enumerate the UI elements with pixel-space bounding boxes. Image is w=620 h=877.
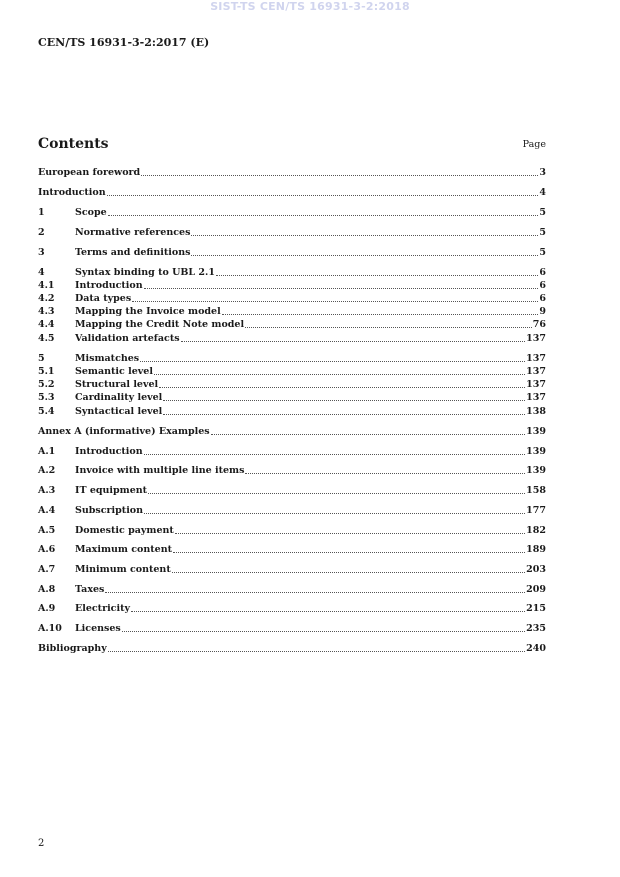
toc-entry[interactable] — [38, 524, 546, 537]
toc-entry-number: 4 — [38, 267, 45, 278]
toc-entry[interactable] — [38, 279, 546, 292]
toc-entry-number: 3 — [38, 247, 45, 258]
toc-entry-page: 215 — [526, 603, 546, 614]
toc-entry-page: 5 — [539, 207, 546, 218]
toc-dot-leader — [181, 332, 526, 342]
toc-entry-page: 137 — [526, 353, 546, 364]
toc-dot-leader — [107, 186, 539, 196]
toc-entry-page: 139 — [526, 446, 546, 457]
toc-entry[interactable] — [38, 365, 546, 378]
toc-entry-page: 5 — [539, 227, 546, 238]
toc-entry[interactable] — [38, 642, 546, 655]
toc-entry[interactable] — [38, 378, 546, 391]
document-id-header: CEN/TS 16931-3-2:2017 (E) — [38, 36, 210, 49]
toc-entry-title: Maximum content — [75, 544, 173, 555]
toc-entry[interactable] — [38, 292, 546, 305]
toc-dot-leader — [159, 378, 525, 388]
toc-entry-page: 139 — [526, 465, 546, 476]
toc-entry-title: Domestic payment — [75, 525, 174, 536]
toc-entry-number: A.7 — [38, 564, 56, 575]
toc-entry[interactable] — [38, 425, 546, 438]
toc-dot-leader — [144, 279, 539, 289]
toc-entry-title: Minimum content — [75, 564, 171, 575]
toc-entry[interactable] — [38, 332, 546, 345]
toc-entry-title: Electricity — [75, 603, 130, 614]
toc-entry-page: 9 — [539, 306, 546, 317]
toc-entry-title: Mismatches — [75, 353, 140, 364]
toc-entry-number: A.8 — [38, 584, 56, 595]
toc-entry-page: 6 — [539, 267, 546, 278]
toc-dot-leader — [141, 166, 538, 176]
toc-dot-leader — [222, 305, 539, 315]
toc-dot-leader — [131, 602, 525, 612]
toc-entry-page: 158 — [526, 485, 546, 496]
toc-entry[interactable] — [38, 305, 546, 318]
toc-entry[interactable] — [38, 186, 546, 199]
toc-entry-title: European foreword — [38, 167, 141, 178]
toc-dot-leader — [140, 352, 525, 362]
toc-entry-number: A.6 — [38, 544, 56, 555]
toc-entry[interactable] — [38, 318, 546, 331]
toc-entry-title: Normative references — [75, 227, 191, 238]
toc-entry[interactable] — [38, 445, 546, 458]
toc-entry-title: Mapping the Credit Note model — [75, 319, 245, 330]
toc-entry-number: A.9 — [38, 603, 56, 614]
toc-entry-title: Mapping the Invoice model — [75, 306, 221, 317]
toc-entry[interactable] — [38, 166, 546, 179]
toc-entry-title: IT equipment — [75, 485, 148, 496]
toc-entry[interactable] — [38, 583, 546, 596]
toc-entry-title: Cardinality level — [75, 392, 163, 403]
toc-entry-page: 5 — [539, 247, 546, 258]
toc-entry-number: 4.2 — [38, 293, 55, 304]
toc-dot-leader — [105, 583, 525, 593]
toc-entry-page: 209 — [526, 584, 546, 595]
toc-entry-title: Bibliography — [38, 643, 107, 654]
toc-entry-page: 137 — [526, 333, 546, 344]
toc-dot-leader — [132, 292, 538, 302]
contents-heading: Contents — [38, 136, 109, 152]
toc-dot-leader — [245, 318, 532, 328]
toc-entry[interactable] — [38, 563, 546, 576]
toc-dot-leader — [163, 391, 525, 401]
toc-entry-title: Introduction — [38, 187, 106, 198]
toc-entry[interactable] — [38, 543, 546, 556]
toc-entry-page: 240 — [526, 643, 546, 654]
toc-entry-number: 4.5 — [38, 333, 55, 344]
toc-entry-number: A.10 — [38, 623, 62, 634]
toc-entry-number: A.5 — [38, 525, 56, 536]
toc-entry-title: Data types — [75, 293, 132, 304]
page-number: 2 — [38, 838, 45, 849]
toc-dot-leader — [108, 206, 539, 216]
toc-entry-title: Validation artefacts — [75, 333, 180, 344]
toc-entry-page: 137 — [526, 392, 546, 403]
toc-dot-leader — [108, 642, 525, 652]
toc-entry-title: Terms and definitions — [75, 247, 191, 258]
toc-entry-title: Semantic level — [75, 366, 153, 377]
toc-entry-page: 6 — [539, 293, 546, 304]
toc-entry[interactable] — [38, 266, 546, 279]
toc-entry-title: Scope — [75, 207, 107, 218]
toc-entry-page: 189 — [526, 544, 546, 555]
toc-entry-number: 5.3 — [38, 392, 55, 403]
toc-entry-number: 2 — [38, 227, 45, 238]
toc-dot-leader — [163, 405, 525, 415]
toc-dot-leader — [216, 266, 538, 276]
toc-dot-leader — [154, 365, 525, 375]
toc-entry[interactable] — [38, 391, 546, 404]
toc-entry-page: 76 — [532, 319, 546, 330]
toc-dot-leader — [148, 484, 525, 494]
toc-entry-title: Taxes — [75, 584, 105, 595]
toc-entry-number: A.2 — [38, 465, 56, 476]
toc-dot-leader — [144, 445, 526, 455]
toc-entry-page: 138 — [526, 406, 546, 417]
toc-entry[interactable] — [38, 484, 546, 497]
toc-dot-leader — [245, 464, 525, 474]
toc-entry-title: Introduction — [75, 446, 143, 457]
toc-entry-title: Licenses — [75, 623, 121, 634]
toc-entry-title: Introduction — [75, 280, 143, 291]
toc-entry[interactable] — [38, 464, 546, 477]
toc-entry[interactable] — [38, 206, 546, 219]
toc-entry[interactable] — [38, 352, 546, 365]
toc-entry[interactable] — [38, 226, 546, 239]
toc-entry-page: 137 — [526, 379, 546, 390]
toc-dot-leader — [175, 524, 525, 534]
toc-entry-number: 4.1 — [38, 280, 55, 291]
toc-entry-number: A.4 — [38, 505, 56, 516]
toc-dot-leader — [211, 425, 526, 435]
toc-entry[interactable] — [38, 622, 546, 635]
toc-entry-page: 139 — [526, 426, 546, 437]
toc-entry-number: 4.4 — [38, 319, 55, 330]
toc-dot-leader — [144, 504, 525, 514]
toc-entry-page: 235 — [526, 623, 546, 634]
toc-entry-number: A.3 — [38, 485, 56, 496]
toc-entry-title: Syntactical level — [75, 406, 163, 417]
toc-entry-title: Subscription — [75, 505, 144, 516]
toc-entry-number: A.1 — [38, 446, 56, 457]
toc-entry[interactable] — [38, 504, 546, 517]
toc-entry-page: 3 — [539, 167, 546, 178]
toc-entry-page: 137 — [526, 366, 546, 377]
toc-entry-number: 5.2 — [38, 379, 55, 390]
toc-entry-number: 5 — [38, 353, 45, 364]
toc-entry[interactable] — [38, 602, 546, 615]
toc-dot-leader — [172, 563, 525, 573]
toc-entry-page: 182 — [526, 525, 546, 536]
toc-entry-title: Invoice with multiple line items — [75, 465, 245, 476]
toc-entry-page: 6 — [539, 280, 546, 291]
toc-entry-number: 1 — [38, 207, 45, 218]
toc-entry-number: 5.1 — [38, 366, 55, 377]
toc-entry-title: Syntax binding to UBL 2.1 — [75, 267, 215, 278]
toc-entry-number: 5.4 — [38, 406, 55, 417]
watermark: SIST-TS CEN/TS 16931-3-2:2018 — [210, 0, 410, 13]
toc-entry-title: Structural level — [75, 379, 159, 390]
toc-dot-leader — [191, 246, 538, 256]
toc-entry-page: 4 — [539, 187, 546, 198]
toc-dot-leader — [173, 543, 525, 553]
toc-dot-leader — [122, 622, 525, 632]
toc-dot-leader — [191, 226, 538, 236]
toc-entry-title: Annex A (informative) Examples — [38, 426, 210, 437]
toc-entry-number: 4.3 — [38, 306, 55, 317]
toc-entry-page: 177 — [526, 505, 546, 516]
toc-entry[interactable] — [38, 405, 546, 418]
toc-entry[interactable] — [38, 246, 546, 259]
page-column-label: Page — [522, 139, 546, 150]
toc-entry-page: 203 — [526, 564, 546, 575]
